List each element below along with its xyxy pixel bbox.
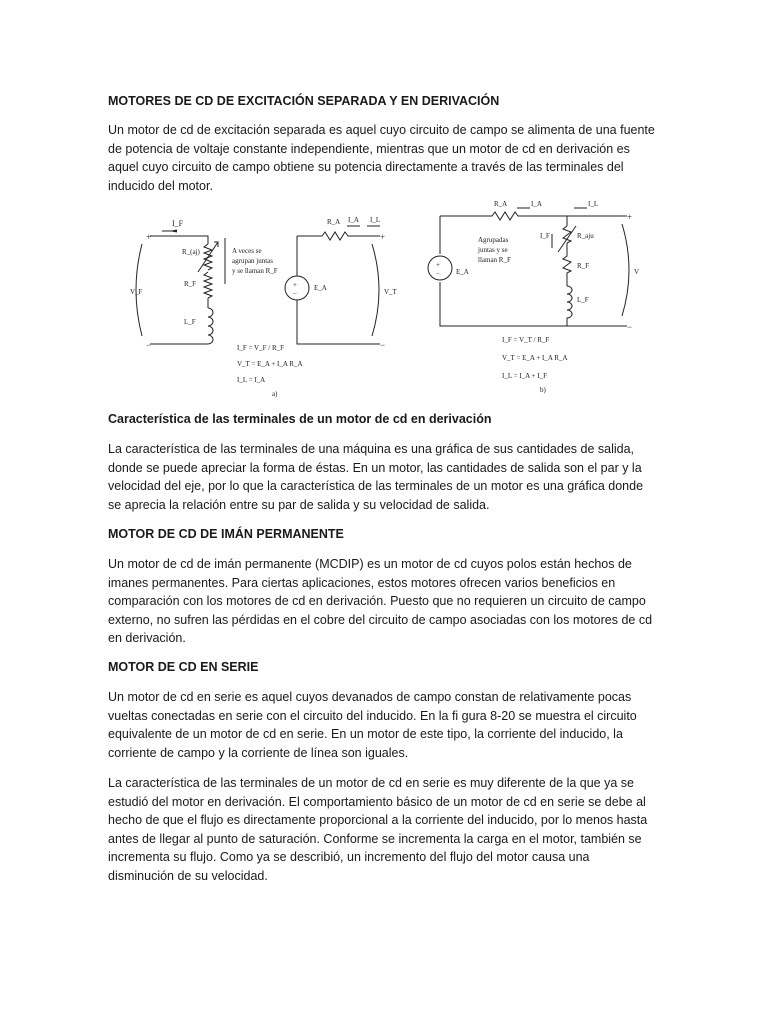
equation-2-b: V_T = E_A + I_A R_A (502, 354, 568, 362)
paragraph-series-motor-2: La característica de las terminales de un motor de cd en serie es muy diferente de la que ya se estudió del motor en derivación. El comportamiento básico de un motor de cd en serie se debe al hecho de que el flujo es directamente proporcional a la corriente del inducido, por lo menos hasta antes de llegar al punto de saturación. Conforme se incrementa la carga en el motor, también se incrementa su flujo. Como ya se describió, un incremento del flujo del motor causa una disminución de su velocidad. (108, 776, 648, 883)
circuit-diagram (122, 198, 642, 408)
minus-terminal-a2: − (380, 340, 386, 350)
label-vf-a: V_F (130, 288, 143, 296)
label-if-a: I_F (172, 219, 184, 228)
minus-terminal-b: − (627, 322, 633, 332)
label-il-b: I_L (588, 200, 599, 208)
paragraph-series-motor-1: Un motor de cd en serie es aquel cuyos devanados de campo constan de relativamente pocas vueltas conectadas en serie con el circuito del inducido. En la fi gura 8-20 se muestra el circuito equivalente de un motor de cd en serie. En un motor de este tipo, la corriente del inducido, la corriente de campo y la corriente de línea son iguales. (108, 690, 637, 760)
shunt-circuit-b (428, 208, 629, 326)
label-ra-b: R_A (494, 200, 508, 208)
note-line-3-a: y se llaman R_F (232, 267, 278, 275)
label-rf-a: R_F (184, 280, 197, 288)
label-ia-b: I_A (531, 200, 542, 208)
equation-3-a: I_L = I_A (237, 376, 266, 384)
minus-ea-a: − (293, 290, 297, 298)
note-line-2-a: agrupan juntas (232, 257, 274, 265)
plus-terminal-a1: + (146, 232, 152, 242)
equation-1-a: I_F = V_F / R_F (237, 344, 285, 352)
label-vt-a: V_T (384, 288, 397, 296)
plus-terminal-b: + (627, 212, 633, 222)
label-lf-a: L_F (184, 318, 196, 326)
equation-1-b: I_F = V_T / R_F (502, 336, 550, 344)
label-ea-a: E_A (314, 284, 327, 292)
note-line-3-b: llaman R_F (478, 256, 511, 264)
figure-label-b: b) (540, 386, 546, 394)
label-v-b: V (634, 268, 640, 276)
note-line-2-b: juntas y se (478, 246, 508, 254)
plus-terminal-a2: + (380, 232, 386, 242)
label-radj-b: R_aju (577, 232, 594, 240)
label-ea-b: E_A (456, 268, 469, 276)
paragraph-separate-shunt: Un motor de cd de excitación separada es aquel cuyo circuito de campo se alimenta de una fuente de potencia de voltaje constante independiente, mientras que un motor de cd en derivación es aquel cuyo circuito de campo obtiene su potencia directamente a través de las terminales del inducido del motor. (108, 123, 655, 193)
label-il-a: I_L (370, 216, 381, 224)
circuit-figure (122, 198, 642, 408)
label-if-b: I_F (540, 232, 550, 240)
heading-shunt-characteristic: Característica de las terminales de un motor de cd en derivación (108, 412, 492, 426)
label-lf-b: L_F (577, 296, 589, 304)
label-ra-a: R_A (327, 218, 341, 226)
plus-ea-b: + (436, 261, 440, 269)
plus-ea-a: + (293, 281, 297, 289)
label-radj-a: R_(aj) (182, 248, 200, 256)
label-rf-b: R_F (577, 262, 590, 270)
minus-terminal-a1: − (146, 340, 152, 350)
field-circuit-a (136, 230, 225, 344)
equation-3-b: I_L = I_A + I_F (502, 372, 547, 380)
equation-2-a: V_T = E_A + I_A R_A (237, 360, 303, 368)
armature-circuit-a (285, 226, 380, 344)
paragraph-permanent-magnet: Un motor de cd de imán permanente (MCDIP) es un motor de cd cuyos polos están hechos de imanes permanentes. Para ciertas aplicaciones, estos motores ofrecen varios beneficios en comparación con los motores de cd en derivación. Puesto que no requieren un circuito de campo externo, no sufren las pérdidas en el cobre del circuito de campo asociadas con los motores de cd en derivación. (108, 557, 653, 646)
note-line-1-a: A veces se (232, 247, 262, 255)
paragraph-shunt-characteristic: La característica de las terminales de una máquina es una gráfica de sus cantidades de salida, donde se puede apreciar la forma de éstas. En un motor, las cantidades de salida son el par y la velocidad del eje, por lo que la característica de las terminales de un motor es una gráfica donde se aprecia la relación entre su par de salida y su velocidad de salida. (108, 442, 644, 512)
label-ia-a: I_A (348, 216, 359, 224)
minus-ea-b: − (436, 270, 440, 278)
heading-permanent-magnet: MOTOR DE CD DE IMÁN PERMANENTE (108, 527, 344, 541)
note-line-1-b: Agrupadas (478, 236, 509, 244)
figure-label-a: a) (272, 390, 278, 398)
heading-series-motor: MOTOR DE CD EN SERIE (108, 660, 259, 674)
heading-separate-shunt: MOTORES DE CD DE EXCITACIÓN SEPARADA Y EN DERIVACIÓN (108, 94, 500, 108)
